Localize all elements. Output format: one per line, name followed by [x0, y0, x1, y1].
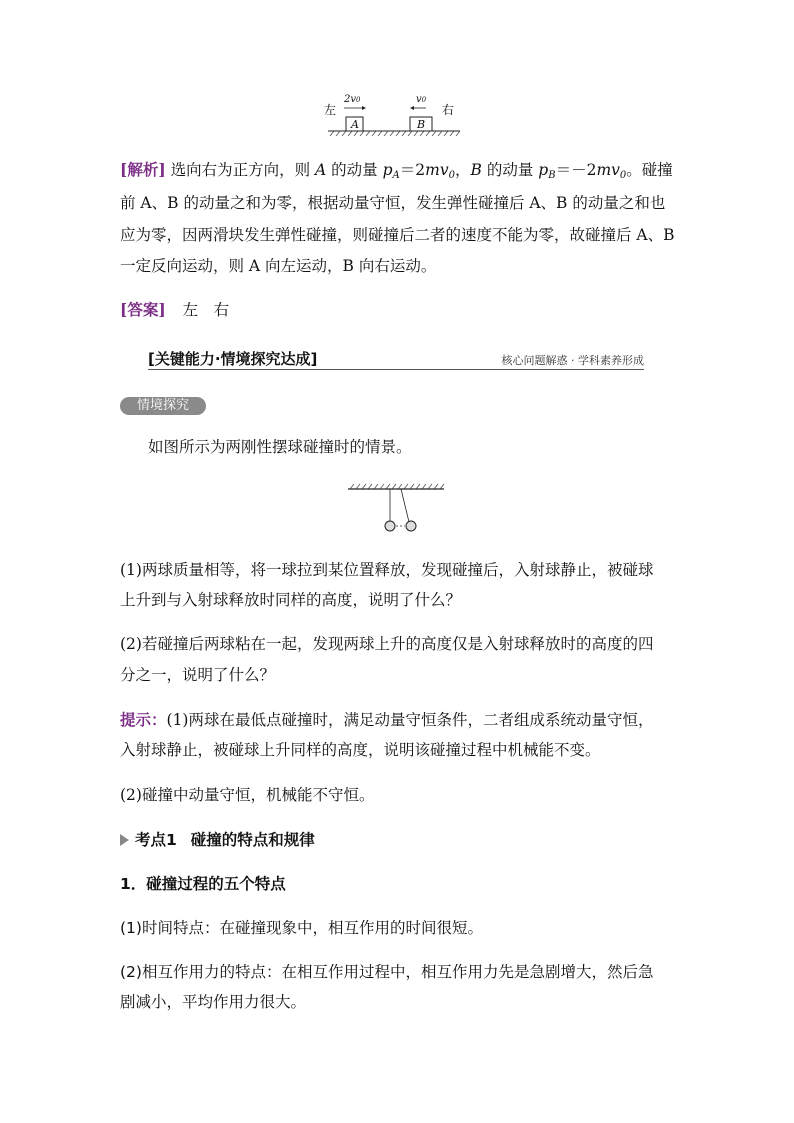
- figure-blocks: [320, 96, 470, 138]
- point-1-title: 1．碰撞过程的五个特点: [120, 875, 286, 893]
- point-1-p2-line-1: (2)相互作用力的特点：在相互作用过程中，相互作用力先是急剧增大，然后急: [120, 963, 654, 981]
- velocity-a: 2v0: [344, 94, 361, 105]
- analysis-line-3: 应为零，因两滑块发生弹性碰撞，则碰撞后二者的速度不能为零，故碰撞后 A、B: [120, 226, 675, 244]
- label-left: 左: [324, 103, 337, 117]
- point-1-p1: (1)时间特点：在碰撞现象中，相互作用的时间很短。: [120, 919, 483, 937]
- pendulum-diagram: [346, 482, 446, 532]
- analysis-line-2: 前 A、B 的动量之和为零，根据动量守恒，发生弹性碰撞后 A、B 的动量之和也: [120, 194, 666, 212]
- banner-rule: [148, 369, 644, 370]
- hint-line-2: 入射球静止，被碰球上升同样的高度，说明该碰撞过程中机械能不变。: [120, 741, 601, 759]
- label-right: 右: [442, 103, 455, 117]
- kaodian-heading: 考点1 碰撞的特点和规律: [120, 830, 315, 850]
- analysis-line-1: [解析] 选向右为正方向，则 A 的动量 $p_A=2mv_0$，B 的动量 $p_B=-2mv_0$。碰撞: [120, 160, 673, 181]
- answer-line: [120, 300, 229, 320]
- answer-tag: [答案]: [120, 300, 166, 319]
- hint-tag: 提示：: [120, 710, 167, 729]
- point-1-p2-line-2: 剧减小，平均作用力很大。: [120, 993, 307, 1011]
- question-2-line-2: 分之一，说明了什么？: [120, 666, 276, 684]
- ball-right: [406, 521, 416, 531]
- intro-text: 如图所示为两刚性摆球碰撞时的情景。: [148, 438, 412, 456]
- hint-line-3: (2)碰撞中动量守恒，机械能不守恒。: [120, 786, 375, 804]
- banner-title: [关键能力·情境探究达成]: [148, 350, 318, 368]
- question-1-line-2: 上升到与入射球释放时同样的高度，说明了什么？: [120, 591, 462, 609]
- ball-left: [385, 521, 395, 531]
- banner-subtitle: 核心问题解惑 · 学科素养形成: [501, 354, 644, 367]
- analysis-line-4: 一定反向运动，则 A 向左运动，B 向右运动。: [120, 257, 437, 275]
- block-a-label: A: [351, 118, 359, 131]
- section-pill: 情境探究: [120, 397, 206, 415]
- section-banner: [148, 348, 644, 370]
- question-2-line-1: (2)若碰撞后两球粘在一起，发现两球上升的高度仅是入射球释放时的高度的四: [120, 635, 654, 653]
- answer-text: 左 右: [182, 301, 230, 319]
- velocity-b: v0: [416, 94, 427, 105]
- question-1-line-1: (1)两球质量相等，将一球拉到某位置释放，发现碰撞后，入射球静止，被碰球: [120, 561, 654, 579]
- analysis-tag: [解析]: [120, 160, 166, 179]
- block-b-label: B: [417, 118, 426, 131]
- triangle-icon: [120, 834, 129, 846]
- figure-pendulum: [346, 482, 446, 532]
- hint-line-1: 提示：(1)两球在最低点碰撞时，满足动量守恒条件，二者组成系统动量守恒，: [120, 710, 654, 729]
